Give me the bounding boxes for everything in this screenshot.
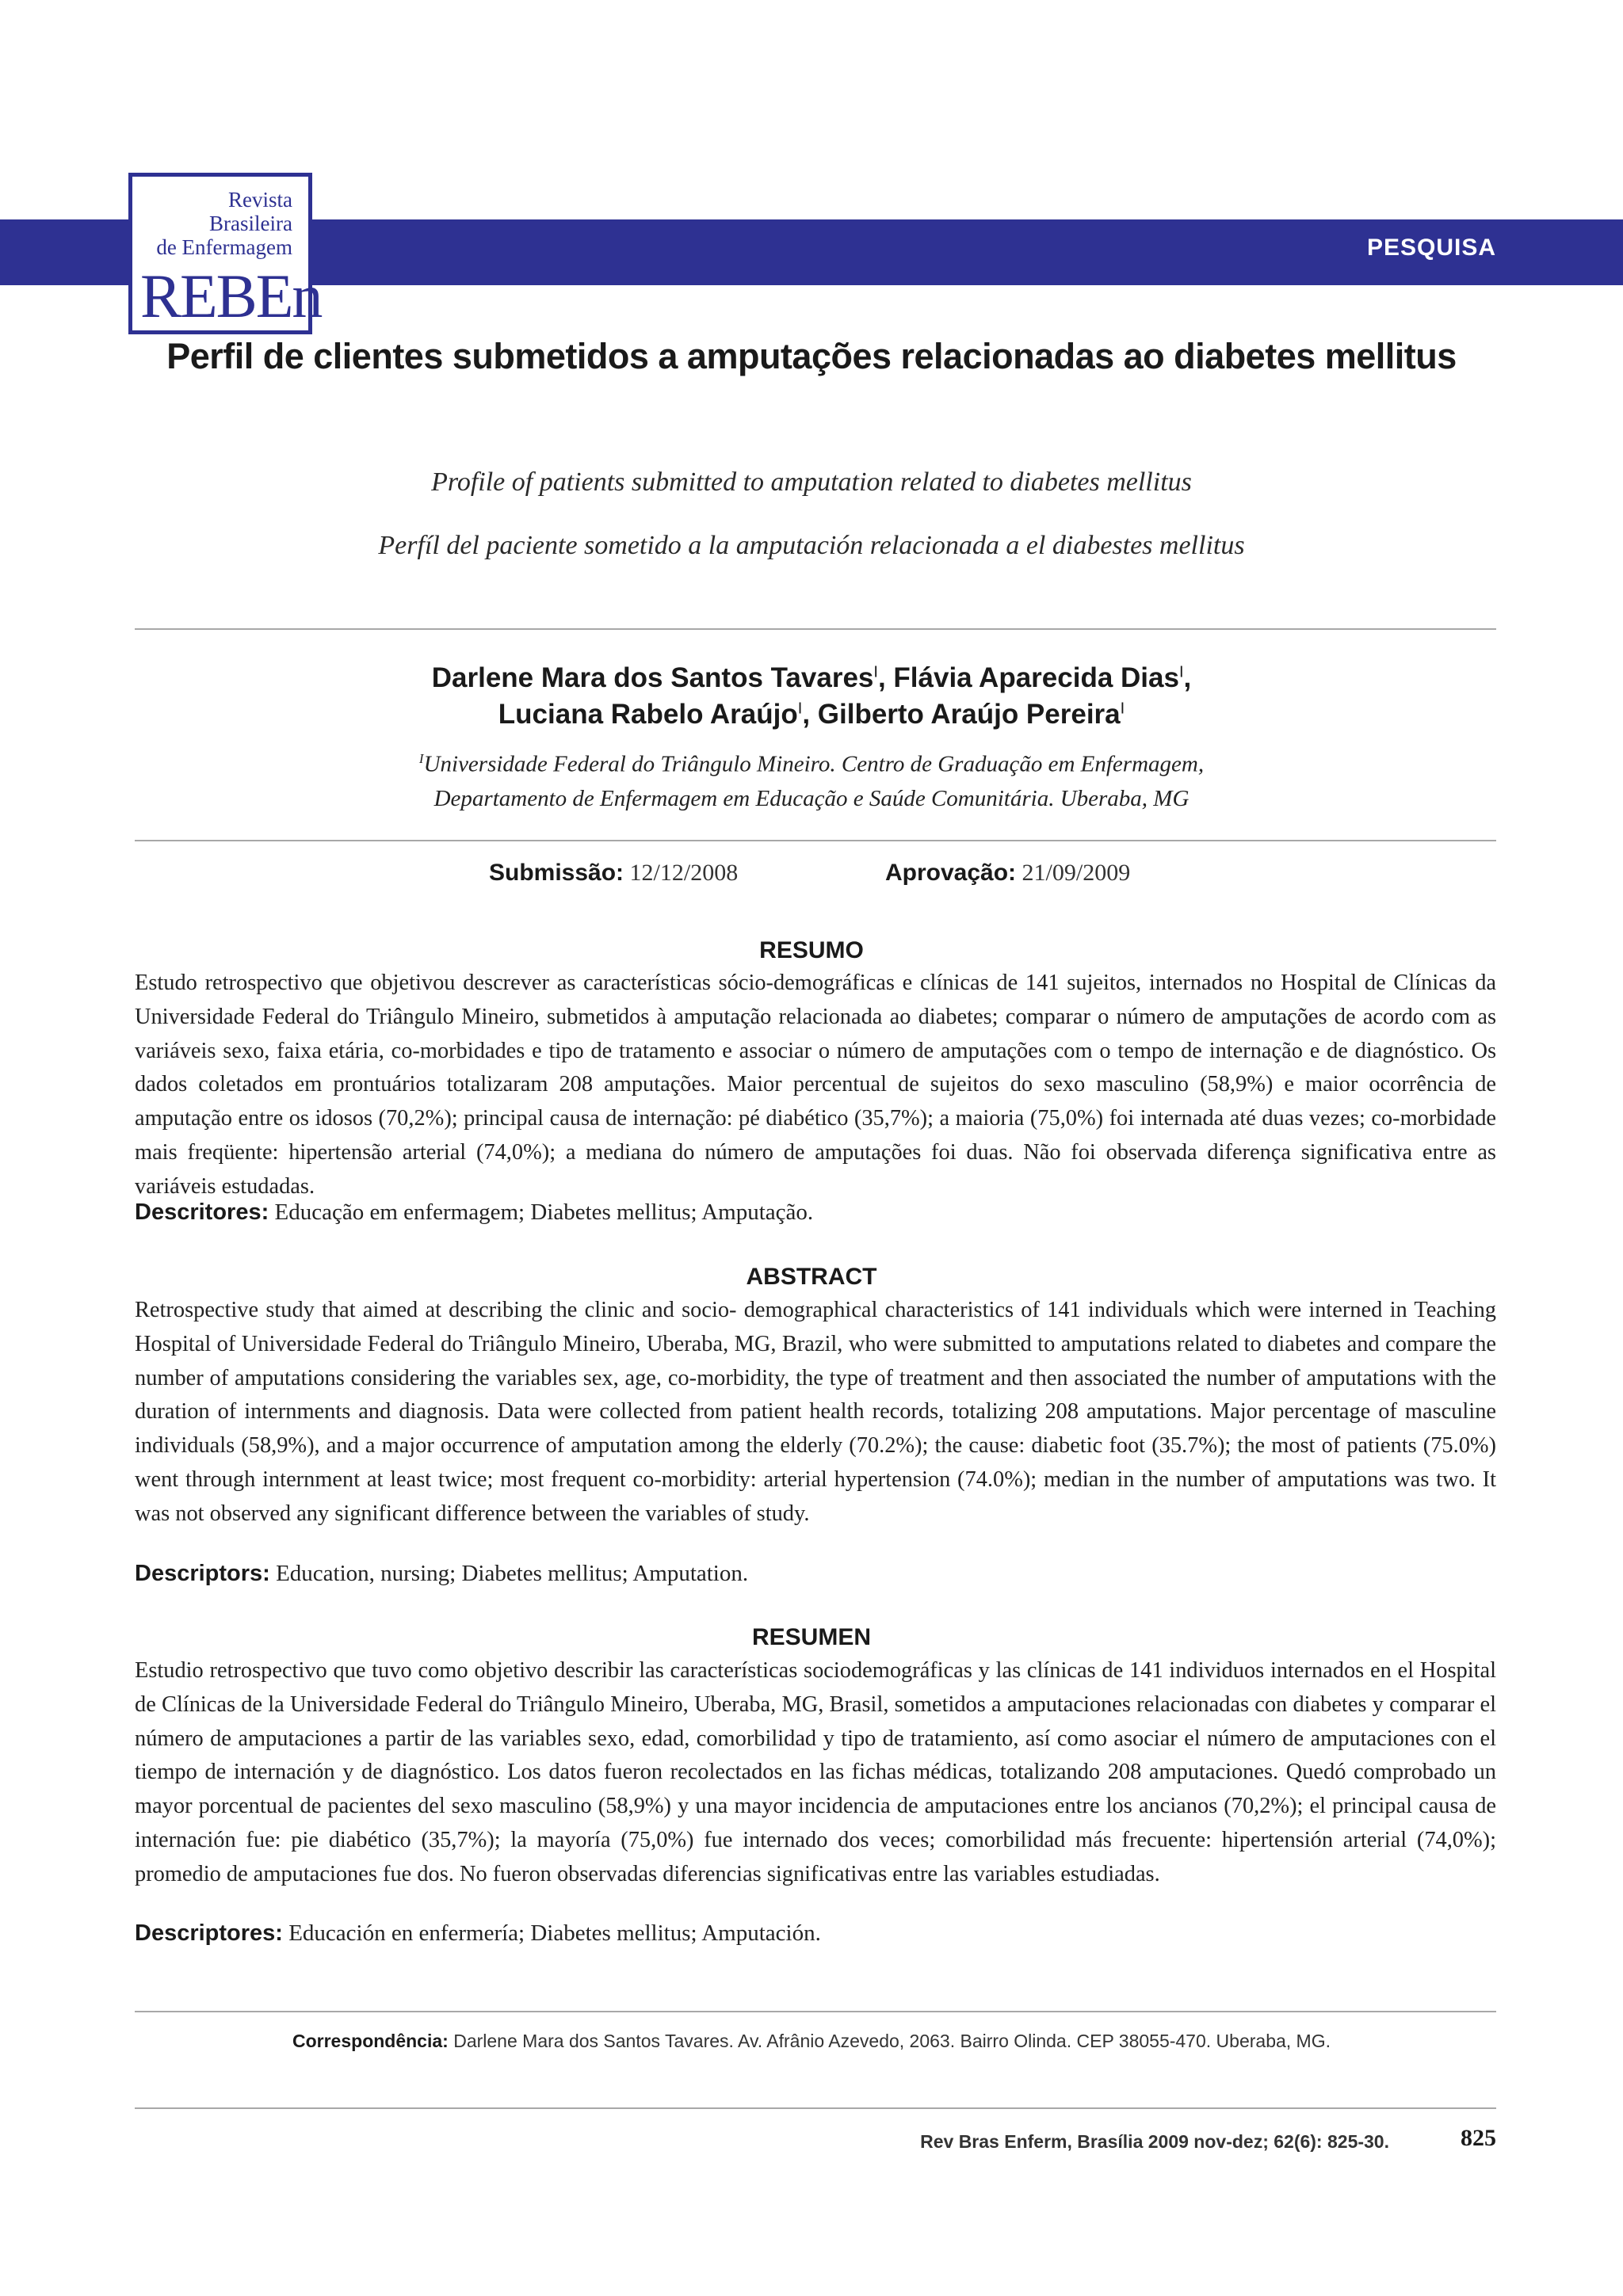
divider-top bbox=[135, 628, 1496, 630]
author-affil-mark: I bbox=[797, 700, 803, 718]
approval-value: 21/09/2009 bbox=[1022, 860, 1131, 886]
resumen-descriptors bbox=[135, 1920, 1496, 1947]
abstract-descriptors bbox=[135, 1561, 1496, 1587]
resumo-text: Estudo retrospectivo que objetivou descrever as características sócio-demográficas e clínicas de 141 sujeitos, internados no Hospital de Clínicas da Universidade Federal do Triângulo Mineiro, submetidos à amputação relacionada ao diabetes; comparar o número de amputações de acordo com as variáveis sexo, faixa etária, co-morbidades e tipo de tratamento e associar o número de amputações com o tempo de internação e de diagnóstico. Os dados coletados em prontuários totalizaram 208 amputações. Maior percentual de sujeitos do sexo masculino (58,9%) e maior ocorrência de amputação entre os idosos (70,2%); principal causa de internação: pé diabético (35,7%); a maioria (75,0%) foi internada até duas vezes; co-morbidade mais freqüente: hipertensão arterial (74,0%); a mediana do número de amputações foi duas. Não foi observada diferença significativa entre as variáveis estudadas. bbox=[135, 971, 1496, 1199]
descriptors-label: Descritores: bbox=[135, 1199, 269, 1225]
resumen-text: Estudio retrospectivo que tuvo como objetivo describir las características sociodemográficas y las clínicas de 141 individuos internados en el Hospital de Clínicas de la Universidade Federal do Triângulo Mineiro, Uberaba, MG, Brasil, sometidos a amputaciones relacionadas con diabetes y comparar el número de amputaciones a partir de las variables sexo, edad, comorbilidad y tipo de tratamiento, así como asociar el número de amputaciones con el tiempo de internación y de diagnóstico. Los datos fueron recolectados en las fichas médicas, totalizando 208 amputaciones. Quedó comprobado un mayor porcentual de pacientes del sexo masculino (58,9%) y una mayor incidencia de amputaciones entre los ancianos (70,2%); el principal causa de internación fue: pie diabético (35,7%); la mayoría (75,0%) fue internado dos veces; comorbilidad más frecuente: hipertensión arterial (74,0%); promedio de amputaciones fue dos. No fueron observadas diferencias significativas entre las variables estudiadas. bbox=[135, 1658, 1496, 1886]
abstract-text: Retrospective study that aimed at describing the clinic and socio- demographical characteristics of 141 individuals which were interned in Teaching Hospital of Universidade Federal do Triângulo Mineiro, Uberaba, MG, Brazil, who were submitted to amputations related to diabetes and compare the number of amputations considering the variables sex, age, co-morbidity, the type of treatment and then associated the number of amputations with the duration of internments and diagnosis. Data were collected from patient health records, totalizing 208 amputations. Major percentage of masculine individuals (58,9%), and a major occurrence of amputation among the elderly (70.2%); the cause: diabetic foot (35.7%); the most of patients (75.0%) went through internment at least twice; most frequent co-morbidity: arterial hypertension (74.0%); median in the number of amputations was two. It was not observed any significant difference between the variables of study. bbox=[135, 1298, 1496, 1526]
divider-correspondence bbox=[135, 2011, 1496, 2012]
descriptors-label: Descriptors: bbox=[135, 1561, 270, 1586]
footer-citation: Rev Bras Enferm, Brasília 2009 nov-dez; 62(6): 825-30. bbox=[920, 2131, 1389, 2152]
author-name: Luciana Rabelo Araújo bbox=[498, 699, 798, 730]
descriptors-value: Education, nursing; Diabetes mellitus; Amputation. bbox=[276, 1561, 749, 1586]
journal-logo bbox=[128, 173, 322, 334]
resumen-heading: RESUMEN bbox=[751, 1624, 871, 1650]
authors-line-1: Darlene Mara dos Santos Tavares$^I$, Flávia Aparecida Dias$^I$, bbox=[431, 662, 1192, 693]
submission-label: Submissão: bbox=[489, 860, 624, 886]
logo-text bbox=[156, 188, 292, 259]
author-name: Gilberto Araújo Pereira bbox=[817, 699, 1121, 730]
approval-date bbox=[885, 860, 1130, 887]
author-affil-mark: I bbox=[873, 663, 878, 681]
approval-label: Aprovação: bbox=[885, 860, 1017, 886]
resumo-heading: RESUMO bbox=[759, 937, 864, 963]
correspondence-label: Correspondência: bbox=[292, 2031, 449, 2051]
author-name: Flávia Aparecida Dias bbox=[893, 662, 1179, 693]
logo-line-3: de Enfermagem bbox=[156, 235, 292, 259]
logo-line-1: Revista bbox=[228, 188, 292, 212]
article-title-spanish: Perfíl del paciente sometido a la amputación relacionada a el diabestes mellitus bbox=[378, 531, 1245, 560]
descriptors-value: Educação em enfermagem; Diabetes mellitus; Amputação. bbox=[274, 1199, 814, 1225]
correspondence bbox=[0, 2031, 1623, 2052]
affiliation-text: Departamento de Enfermagem em Educação e Saúde Comunitária. Uberaba, MG bbox=[433, 786, 1190, 811]
resumo-descriptors bbox=[135, 1199, 1496, 1226]
author-affil-mark: I bbox=[1178, 663, 1184, 681]
descriptors-label: Descriptores: bbox=[135, 1920, 283, 1946]
affiliation-line-2 bbox=[0, 786, 1623, 812]
article-title-english: Profile of patients submitted to amputation related to diabetes mellitus bbox=[431, 467, 1192, 497]
divider-footer bbox=[135, 2107, 1496, 2109]
article-title: Perfil de clientes submetidos a amputações relacionadas ao diabetes mellitus bbox=[166, 336, 1457, 376]
author-affil-mark: I bbox=[1120, 700, 1125, 718]
submission-date bbox=[489, 860, 738, 887]
divider-authors bbox=[135, 840, 1496, 841]
logo-brand: REBEn bbox=[140, 261, 322, 330]
affiliation-line-1 bbox=[0, 751, 1623, 778]
authors-line-2: Luciana Rabelo Araújo$^I$, Gilberto Araújo Pereira$^I$ bbox=[498, 699, 1125, 730]
descriptors-value: Educación en enfermería; Diabetes mellitus; Amputación. bbox=[288, 1920, 821, 1946]
author-name: Darlene Mara dos Santos Tavares bbox=[431, 662, 874, 693]
affiliation-mark: I bbox=[418, 751, 424, 766]
correspondence-value: Darlene Mara dos Santos Tavares. Av. Afrânio Azevedo, 2063. Bairro Olinda. CEP 38055-470. Uberaba, MG. bbox=[453, 2031, 1331, 2051]
submission-value: 12/12/2008 bbox=[629, 860, 739, 886]
logo-line-2: Brasileira bbox=[209, 212, 292, 235]
page-number: 825 bbox=[1461, 2125, 1496, 2151]
affiliation-text: Universidade Federal do Triângulo Mineiro. Centro de Graduação em Enfermagem, bbox=[423, 751, 1205, 777]
section-label: PESQUISA bbox=[1366, 235, 1496, 261]
abstract-heading: ABSTRACT bbox=[746, 1264, 877, 1290]
